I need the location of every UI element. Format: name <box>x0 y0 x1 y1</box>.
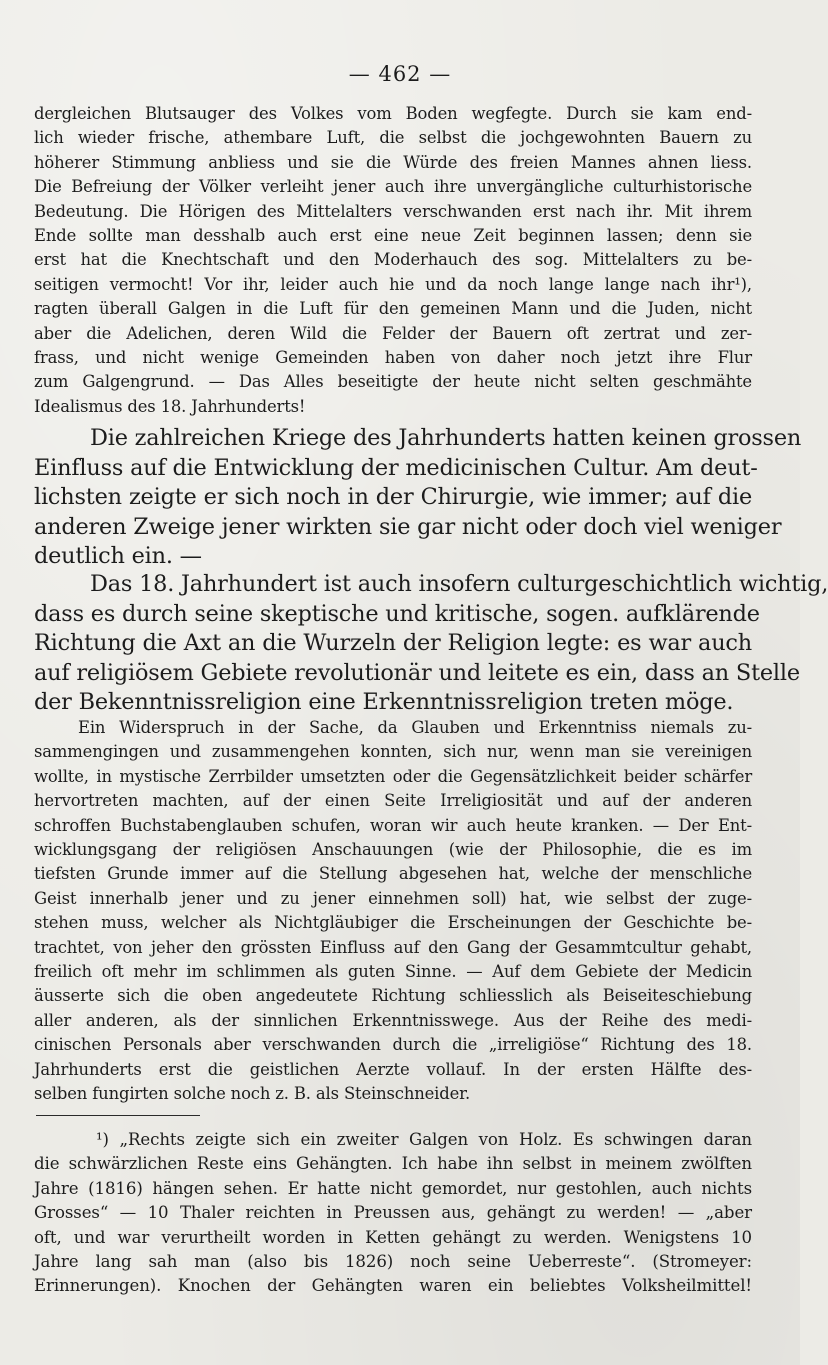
text-line: Bedeutung. Die Hörigen des Mittelalters verschwanden erst nach ihr. Mit ihrem <box>34 201 752 221</box>
text-line: deutlich ein. — <box>34 543 202 570</box>
text-line: ragten überall Galgen in die Luft für den gemeinen Mann und die Juden, nicht <box>34 299 752 319</box>
text-line: trachtet, von jeher den grössten Einfluss auf den Gang der Gesammtcultur gehabt, <box>34 937 752 957</box>
paragraph-kriege <box>34 424 802 572</box>
text-line: zum Galgengrund. — Das Alles beseitigte der heute nicht selten geschmähte <box>34 372 752 392</box>
text-line: Richtung die Axt an die Wurzeln der Religion legte: es war auch <box>34 630 752 657</box>
text-line: anderen Zweige jener wirkten sie gar nicht oder doch viel weniger <box>34 513 782 540</box>
text-line: Idealismus des 18. Jahrhunderts! <box>34 396 306 416</box>
text-line: lichsten zeigte er sich noch in der Chirurgie, wie immer; auf die <box>34 484 752 511</box>
footnote-line: ¹) „Rechts zeigte sich ein zweiter Galgen von Holz. Es schwingen daran <box>96 1130 752 1149</box>
text-line: der Bekenntnissreligion eine Erkenntnissreligion treten möge. <box>34 689 734 716</box>
text-line: aller anderen, als der sinnlichen Erkenntnisswege. Aus der Reihe des medi- <box>34 1010 752 1030</box>
text-line: seitigen vermocht! Vor ihr, leider auch hie und da noch lange lange nach ihr¹), <box>34 274 752 294</box>
paragraph-widerspruch <box>34 716 752 1107</box>
footnote-line: Jahre (1816) hängen sehen. Er hatte nicht gemordet, nur gestohlen, auch nichts <box>34 1178 752 1198</box>
text-line: dergleichen Blutsauger des Volkes vom Boden wegfegte. Durch sie kam end- <box>34 104 752 123</box>
text-line: freilich oft mehr im schlimmen als guten Sinne. — Auf dem Gebiete der Medicin <box>34 962 752 982</box>
paragraph-blutsauger <box>34 102 752 419</box>
text-line: wicklungsgang der religiösen Anschauungen (wie der Philosophie, die es im <box>34 840 752 860</box>
text-line: Jahrhunderts erst die geistlichen Aerzte vollauf. In der ersten Hälfte des- <box>34 1059 752 1079</box>
text-line: Ein Widerspruch in der Sache, da Glauben und Erkenntniss niemals zu- <box>78 718 752 737</box>
page-number: — 462 — <box>348 62 452 86</box>
text-line: Ende sollte man desshalb auch erst eine neue Zeit beginnen lassen; denn sie <box>34 226 752 246</box>
text-line: tiefsten Grunde immer auf die Stellung abgesehen hat, welche der menschliche <box>34 864 752 884</box>
text-line: lich wieder frische, athembare Luft, die selbst die jochgewohnten Bauern zu <box>34 128 752 148</box>
footnote-line: Jahre lang sah man (also bis 1826) noch seine Ueberreste“. (Stromeyer: <box>34 1252 752 1272</box>
text-line: aber die Adelichen, deren Wild die Felder der Bauern oft zertrat und zer- <box>34 323 752 343</box>
text-line: cinischen Personals aber verschwanden durch die „irreligiöse“ Richtung des 18. <box>34 1035 752 1055</box>
footnote-line: oft, und war verurtheilt worden in Ketten gehängt zu werden. Wenigstens 10 <box>34 1227 752 1247</box>
footnote-divider <box>36 1115 200 1116</box>
text-line: schroffen Buchstabenglauben schufen, woran wir auch heute kranken. — Der Ent- <box>34 815 752 835</box>
footnote-line: Grosses“ — 10 Thaler reichten in Preussen aus, gehängt zu werden! — „aber <box>34 1203 752 1223</box>
footnote-line: die schwärzlichen Reste eins Gehängten. Ich habe ihn selbst in meinem zwölften <box>34 1154 752 1174</box>
text-line: auf religiösem Gebiete revolutionär und leitete es ein, dass an Stelle <box>34 659 800 686</box>
text-line: Geist innerhalb jener und zu jener einnehmen soll) hat, wie selbst der zuge- <box>34 888 752 908</box>
text-line: höherer Stimmung anbliess und sie die Würde des freien Mannes ahnen liess. <box>34 152 752 172</box>
text-line: stehen muss, welcher als Nichtgläubiger die Erscheinungen der Geschichte be- <box>34 913 752 933</box>
text-line: äusserte sich die oben angedeutete Richtung schliesslich als Beiseiteschiebung <box>34 986 752 1006</box>
footnote <box>34 1128 752 1299</box>
paragraph-18-jahrhundert <box>34 570 828 718</box>
footnote-line: Erinnerungen). Knochen der Gehängten waren ein beliebtes Volksheilmittel! <box>34 1276 752 1296</box>
text-line: erst hat die Knechtschaft und den Moderhauch des sog. Mittelalters zu be- <box>34 250 752 270</box>
text-line: selben fungirten solche noch z. B. als Steinschneider. <box>34 1084 471 1104</box>
text-line: frass, und nicht wenige Gemeinden haben von daher noch jetzt ihre Flur <box>34 348 752 368</box>
text-line: Einfluss auf die Entwicklung der medicinischen Cultur. Am deut- <box>34 454 758 481</box>
text-line: Das 18. Jahrhundert ist auch insofern culturgeschichtlich wichtig, <box>90 571 828 597</box>
text-line: Die zahlreichen Kriege des Jahrhunderts hatten keinen grossen <box>90 425 802 451</box>
text-line: dass es durch seine skeptische und kritische, sogen. aufklärende <box>34 600 760 627</box>
text-line: wollte, in mystische Zerrbilder umsetzten oder die Gegensätzlichkeit beider schärfer <box>34 766 752 786</box>
text-line: sammengingen und zusammengehen konnten, sich nur, wenn man sie vereinigen <box>34 742 752 762</box>
text-line: hervortreten machten, auf der einen Seite Irreligiosität und auf der anderen <box>34 791 752 811</box>
text-line: Die Befreiung der Völker verleiht jener auch ihre unvergängliche culturhistorische <box>34 177 752 197</box>
